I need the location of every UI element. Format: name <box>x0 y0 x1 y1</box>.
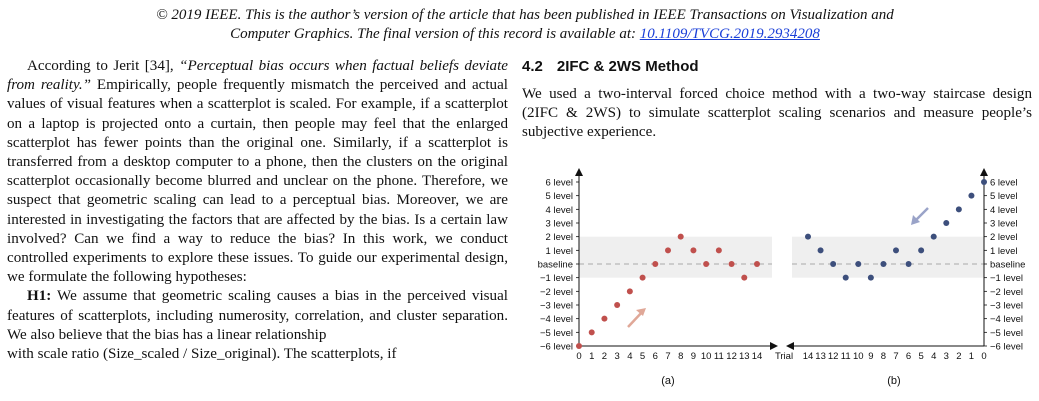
x-tick-label-a: 6 <box>652 351 658 362</box>
intro-text-a: According to Jerit [34], <box>27 58 180 74</box>
x-tick-label-a: 8 <box>678 351 684 362</box>
x-tick-label-a: 1 <box>589 351 595 362</box>
x-tick-label-b: 5 <box>918 351 924 362</box>
y-tick-label-a: 6 level <box>545 177 573 189</box>
y-tick-label-a: −3 level <box>539 300 573 312</box>
x-tick-label-b: 4 <box>931 351 937 362</box>
data-point-b <box>880 261 886 267</box>
x-tick-label-b: 3 <box>943 351 949 362</box>
continued-text: with scale ratio (Size_scaled / Size_original). The scatterplots, if <box>7 346 397 363</box>
data-point-b <box>918 247 924 253</box>
panel-b <box>775 172 1025 387</box>
jerit-quote: “Perceptual bias occurs when factual beliefs deviate from reality.” <box>7 58 508 94</box>
data-point-a <box>576 343 582 349</box>
y-tick-label-b: −2 level <box>990 286 1024 298</box>
data-point-a <box>665 247 671 253</box>
header-line-2 <box>30 25 1020 44</box>
x-tick-label-a: 12 <box>726 351 737 362</box>
y-tick-label-b: 4 level <box>990 204 1018 216</box>
x-tick-label-b: 7 <box>893 351 899 362</box>
y-tick-label-b: −6 level <box>990 341 1024 353</box>
y-tick-label-b: −4 level <box>990 314 1024 326</box>
y-tick-label-a: 2 level <box>545 232 573 244</box>
y-tick-label-a: 5 level <box>545 191 573 203</box>
x-tick-label-a: 2 <box>601 351 608 362</box>
panel-label-b: (b) <box>887 375 901 387</box>
data-point-a <box>652 261 658 267</box>
data-point-b <box>981 179 987 185</box>
x-tick-label-a: 7 <box>665 351 671 362</box>
x-tick-label-b: 13 <box>815 351 826 362</box>
y-tick-label-b: −1 level <box>990 273 1024 285</box>
y-tick-label-a: −2 level <box>539 286 573 298</box>
paragraph-hypothesis-1 <box>7 287 508 345</box>
data-point-a <box>678 234 684 240</box>
band-b <box>792 237 984 278</box>
y-tick-label-a: 1 level <box>545 245 573 257</box>
x-tick-label-b: 9 <box>868 351 874 362</box>
y-tick-label-b: 2 level <box>990 232 1018 244</box>
data-point-a <box>614 302 620 308</box>
data-point-a <box>589 329 595 335</box>
x-tick-label-b: 0 <box>981 351 987 362</box>
paragraph-intro <box>7 57 508 287</box>
x-tick-label-a: 3 <box>614 351 620 362</box>
x-tick-label-b: 8 <box>880 351 887 362</box>
y-tick-label-a: baseline <box>537 259 573 271</box>
section-number: 4.2 <box>522 58 543 75</box>
x-tick-label-b: 12 <box>827 351 839 362</box>
y-tick-label-a: −1 level <box>539 273 573 285</box>
intro-text-b: Empirically, people frequently mismatch the perceived and actual values of visual features when a scatterplot is scaled. For example, if a scatterplot on a laptop is projected onto a curtain, then people may feel that the enlarged scatterplot has fewer points than the original one. Similarly, if a scatterplot is transferred from a desktop computer to a phone, then the clusters on the original scatterplot occasionally become blurred and unclear on the phone. Therefore, we suspect that geometric scaling can lead to a perceptual bias. Moreover, we are interested in investigating the factors that are affected by the bias. Is a certain law involved? Can we find a way to reduce the bias? In this work, we conduct controlled experiments to explore these issues. To guide our experimental design, we formulate the following hypotheses: <box>7 77 508 286</box>
right-column <box>522 57 1032 143</box>
data-point-b <box>931 234 937 240</box>
x-tick-label-a: 11 <box>713 351 724 362</box>
data-point-a <box>601 316 607 322</box>
x-tick-label-b: 1 <box>968 351 975 362</box>
y-tick-label-b: 5 level <box>990 191 1018 203</box>
x-tick-label-a: 4 <box>627 351 633 362</box>
y-tick-label-b: −5 level <box>990 327 1024 339</box>
data-point-b <box>893 247 899 253</box>
x-tick-label-a: 0 <box>576 351 582 362</box>
data-point-b <box>943 220 949 226</box>
data-point-b <box>843 275 849 281</box>
data-point-b <box>956 206 962 212</box>
header-line-1: © 2019 IEEE. This is the author’s version of the article that has been published in IEEE Transactions on Visualization and <box>156 7 894 23</box>
data-point-a <box>716 247 722 253</box>
x-tick-label-a: 10 <box>700 351 712 362</box>
data-point-a <box>703 261 709 267</box>
hypothesis-text: We assume that geometric scaling causes a bias in the perceived visual features of scatterplots, including numerosity, correlation, and cluster separation. We also believe that the bias has a linear relationship <box>7 288 508 343</box>
x-tick-label-a: 5 <box>639 351 646 362</box>
x-tick-label-a: 13 <box>738 351 750 362</box>
y-tick-label-a: 4 level <box>545 204 573 216</box>
section-heading <box>522 57 1032 76</box>
hypothesis-label: H1: <box>27 288 52 305</box>
section-paragraph: We used a two-interval forced choice method with a two-way staircase design (2IFC & 2WS) to simulate scatterplot scaling scenarios and measure people’s subjective experience. <box>522 86 1032 141</box>
band-a <box>579 237 772 278</box>
left-column <box>7 57 508 364</box>
data-point-b <box>968 193 974 199</box>
y-tick-label-a: −6 level <box>539 341 573 353</box>
x-tick-label-a: 9 <box>690 351 697 362</box>
y-tick-label-b: 6 level <box>990 177 1018 189</box>
paragraph-continued <box>7 345 508 364</box>
data-point-b <box>830 261 836 267</box>
data-point-b <box>868 275 874 281</box>
data-point-b <box>805 234 811 240</box>
panel-a <box>538 172 774 387</box>
panel-label-a: (a) <box>661 375 675 387</box>
y-tick-label-b: −3 level <box>990 300 1024 312</box>
x-tick-label-b: 11 <box>840 351 851 362</box>
y-tick-label-a: −4 level <box>539 314 573 326</box>
data-point-b <box>906 261 912 267</box>
x-tick-label-a: 14 <box>751 351 763 362</box>
data-point-a <box>754 261 760 267</box>
y-tick-label-a: −5 level <box>539 327 573 339</box>
y-tick-label-a: 3 level <box>545 218 573 230</box>
header-line-2-text: Computer Graphics. The final version of this record is available at: <box>230 26 640 42</box>
x-tick-label-b: 14 <box>802 351 814 362</box>
x-tick-label-b: 2 <box>956 351 962 362</box>
doi-link[interactable]: 10.1109/TVCG.2019.2934208 <box>639 26 820 42</box>
copyright-header <box>30 6 1020 44</box>
staircase-figure <box>522 164 1032 394</box>
section-title: 2IFC & 2WS Method <box>556 58 699 75</box>
data-point-a <box>729 261 735 267</box>
staircase-chart-svg <box>522 164 1032 394</box>
x-axis-title-trial: Trial <box>774 351 794 362</box>
data-point-a <box>627 288 633 294</box>
x-tick-label-b: 6 <box>905 351 912 362</box>
data-point-a <box>690 247 696 253</box>
y-tick-label-b: baseline <box>990 259 1026 271</box>
x-tick-label-b: 10 <box>852 351 864 362</box>
data-point-a <box>741 275 747 281</box>
data-point-b <box>818 247 824 253</box>
y-tick-label-b: 1 level <box>990 245 1018 257</box>
data-point-a <box>640 275 646 281</box>
y-tick-label-b: 3 level <box>990 218 1018 230</box>
data-point-b <box>855 261 861 267</box>
